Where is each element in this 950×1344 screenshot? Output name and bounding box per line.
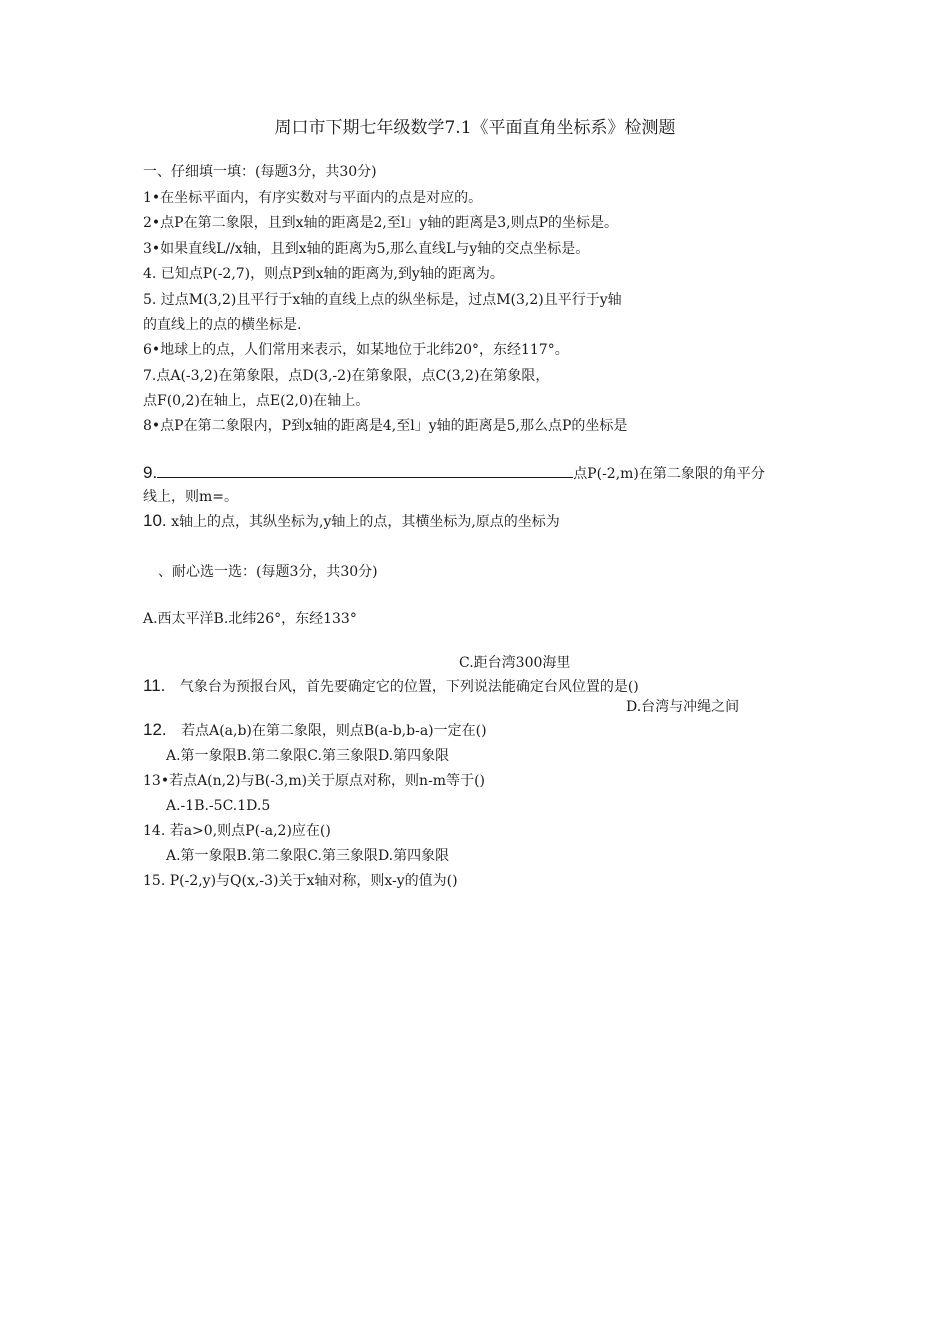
question-6: 6•地球上的点，人们常用来表示，如某地位于北纬20°，东经117°。: [143, 342, 569, 358]
question-9-line2: 线上，则m=。: [143, 489, 239, 505]
question-5-line1: 5. 过点M(3,2)且平行于x轴的直线上点的纵坐标是，过点M(3,2)且平行于y轴: [143, 292, 622, 308]
page-title: 周口市下期七年级数学7.1《平面直角坐标系》检测题: [274, 118, 676, 138]
question-11-number: 11.: [143, 676, 166, 695]
question-7-line1: 7.点A(-3,2)在第象限，点D(3,-2)在第象限，点C(3,2)在第象限，: [143, 368, 550, 384]
question-12-options: A.第一象限B.第二象限C.第三象限D.第四象限: [166, 748, 450, 764]
question-10-number: 10.: [143, 511, 167, 530]
question-11: [143, 677, 639, 696]
question-9-text: 点P(-2,m)在第二象限的角平分: [573, 466, 765, 482]
question-8: 8•点P在第二象限内，P到x轴的距离是4,至l」y轴的距离是5,那么点P的坐标是: [143, 418, 628, 434]
question-10: [143, 512, 560, 531]
question-14-options: A.第一象限B.第二象限C.第三象限D.第四象限: [166, 848, 450, 864]
question-11-option-c: C.距台湾300海里: [459, 655, 571, 671]
question-13: 13•若点A(n,2)与B(-3,m)关于原点对称，则n-m等于(): [143, 773, 486, 789]
question-7-line2: 点F(0,2)在轴上，点E(2,0)在轴上。: [143, 393, 370, 409]
section2-heading: 、耐心选一选：(每题3分，共30分): [158, 564, 378, 580]
question-9-number: 9.: [143, 463, 158, 482]
question-10-text: x轴上的点，其纵坐标为,y轴上的点，其横坐标为,原点的坐标为: [171, 514, 560, 530]
question-4: 4. 已知点P(-2,7)，则点P到x轴的距离为,到y轴的距离为。: [143, 266, 504, 282]
question-5-line2: 的直线上的点的横坐标是.: [143, 317, 302, 333]
question-11-text: 气象台为预报台风，首先要确定它的位置，下列说法能确定台风位置的是(): [179, 679, 639, 695]
answer-blank[interactable]: [157, 463, 573, 478]
question-2: 2•点P在第二象限，且到x轴的距离是2,至l」y轴的距离是3,则点P的坐标是。: [143, 215, 619, 231]
question-15: 15. P(-2,y)与Q(x,-3)关于x轴对称，则x-y的值为(): [143, 873, 458, 889]
question-12-text: 若点A(a,b)在第二象限，则点B(a-b,b-a)一定在(): [181, 723, 487, 739]
question-13-options: A.-1B.-5C.1D.5: [166, 798, 271, 814]
question-12-number: 12.: [143, 720, 167, 739]
question-14: 14. 若a>0,则点P(-a,2)应在(): [143, 823, 331, 839]
question-11-options-ab: A.西太平洋B.北纬26°，东经133°: [143, 611, 357, 627]
section1-heading: 一、仔细填一填：(每题3分，共30分): [143, 164, 377, 180]
question-12: [143, 721, 487, 740]
question-11-option-d: D.台湾与冲绳之间: [626, 699, 740, 715]
question-3: 3•如果直线L//x轴，且到x轴的距离为5,那么直线L与y轴的交点坐标是。: [143, 241, 590, 257]
question-1: 1•在坐标平面内，有序实数对与平面内的点是对应的。: [143, 190, 483, 206]
question-9: [143, 463, 765, 483]
